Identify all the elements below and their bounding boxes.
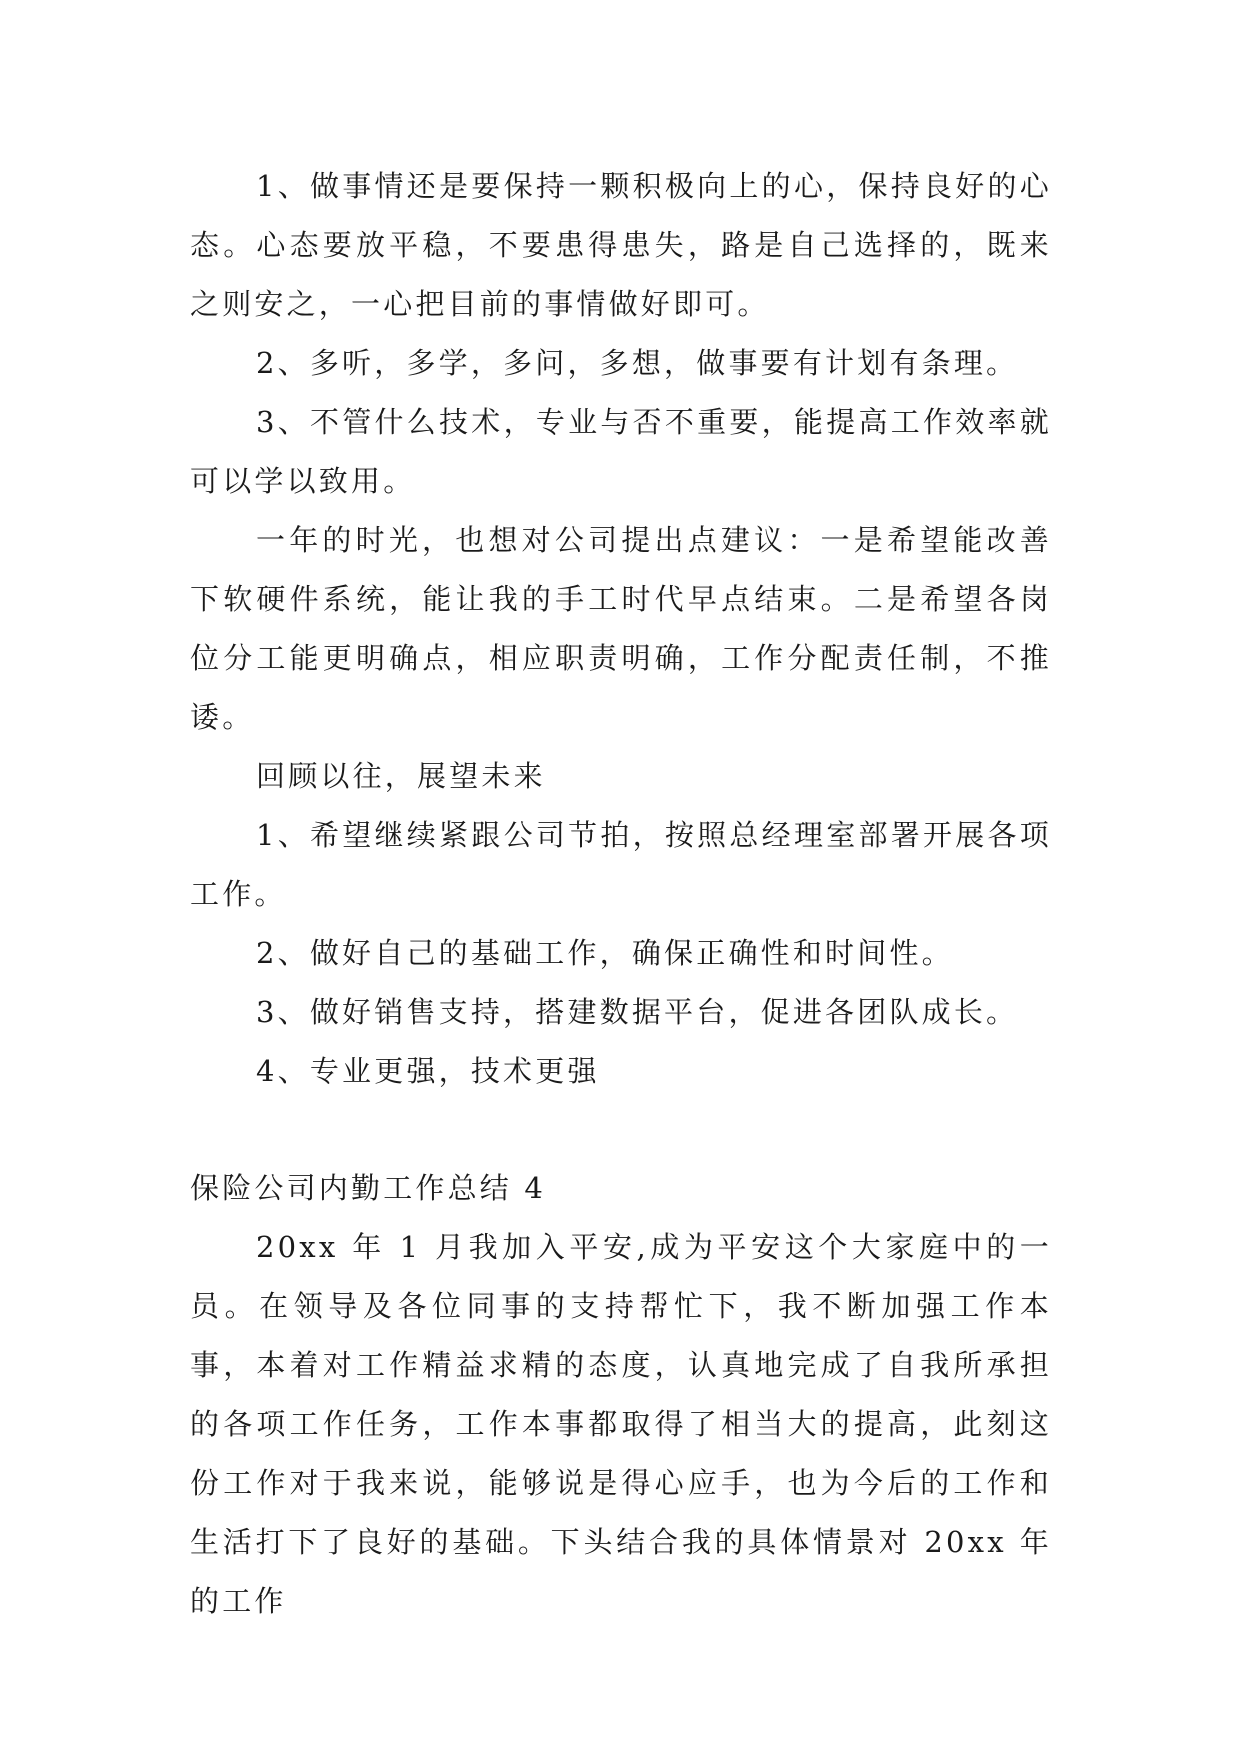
paragraph: 1、希望继续紧跟公司节拍，按照总经理室部署开展各项工作。	[190, 818, 1052, 911]
paragraph: 20xx 年 1 月我加入平安,成为平安这个大家庭中的一员。在领导及各位同事的支持帮忙下，我不断加强工作本事，本着对工作精益求精的态度，认真地完成了自我所承担的各项工作任务，工作本事都取得了相当大的提高，此刻这份工作对于我来说，能够说是得心应手，也为今后的工作和生活打下了良好的基础。下头结合我的具体情景对 20xx 年的工作	[190, 1230, 1052, 1618]
paragraph: 一年的时光，也想对公司提出点建议：一是希望能改善下软硬件系统，能让我的手工时代早点结束。二是希望各岗位分工能更明确点，相应职责明确，工作分配责任制，不推诿。	[190, 523, 1052, 734]
paragraph: 1、做事情还是要保持一颗积极向上的心，保持良好的心态。心态要放平稳，不要患得患失，路是自己选择的，既来之则安之，一心把目前的事情做好即可。	[190, 169, 1052, 321]
section-title: 保险公司内勤工作总结 4	[190, 1171, 547, 1205]
document-body	[190, 157, 1052, 1631]
paragraph: 4、专业更强，技术更强	[256, 1054, 600, 1088]
paragraph: 回顾以往，展望未来	[256, 759, 546, 793]
paragraph: 3、做好销售支持，搭建数据平台，促进各团队成长。	[256, 995, 1019, 1029]
section-spacer	[190, 1101, 1052, 1159]
paragraph: 2、做好自己的基础工作，确保正确性和时间性。	[256, 936, 954, 970]
paragraph: 2、多听，多学，多问，多想，做事要有计划有条理。	[256, 346, 1019, 380]
paragraph: 3、不管什么技术，专业与否不重要，能提高工作效率就可以学以致用。	[190, 405, 1052, 498]
